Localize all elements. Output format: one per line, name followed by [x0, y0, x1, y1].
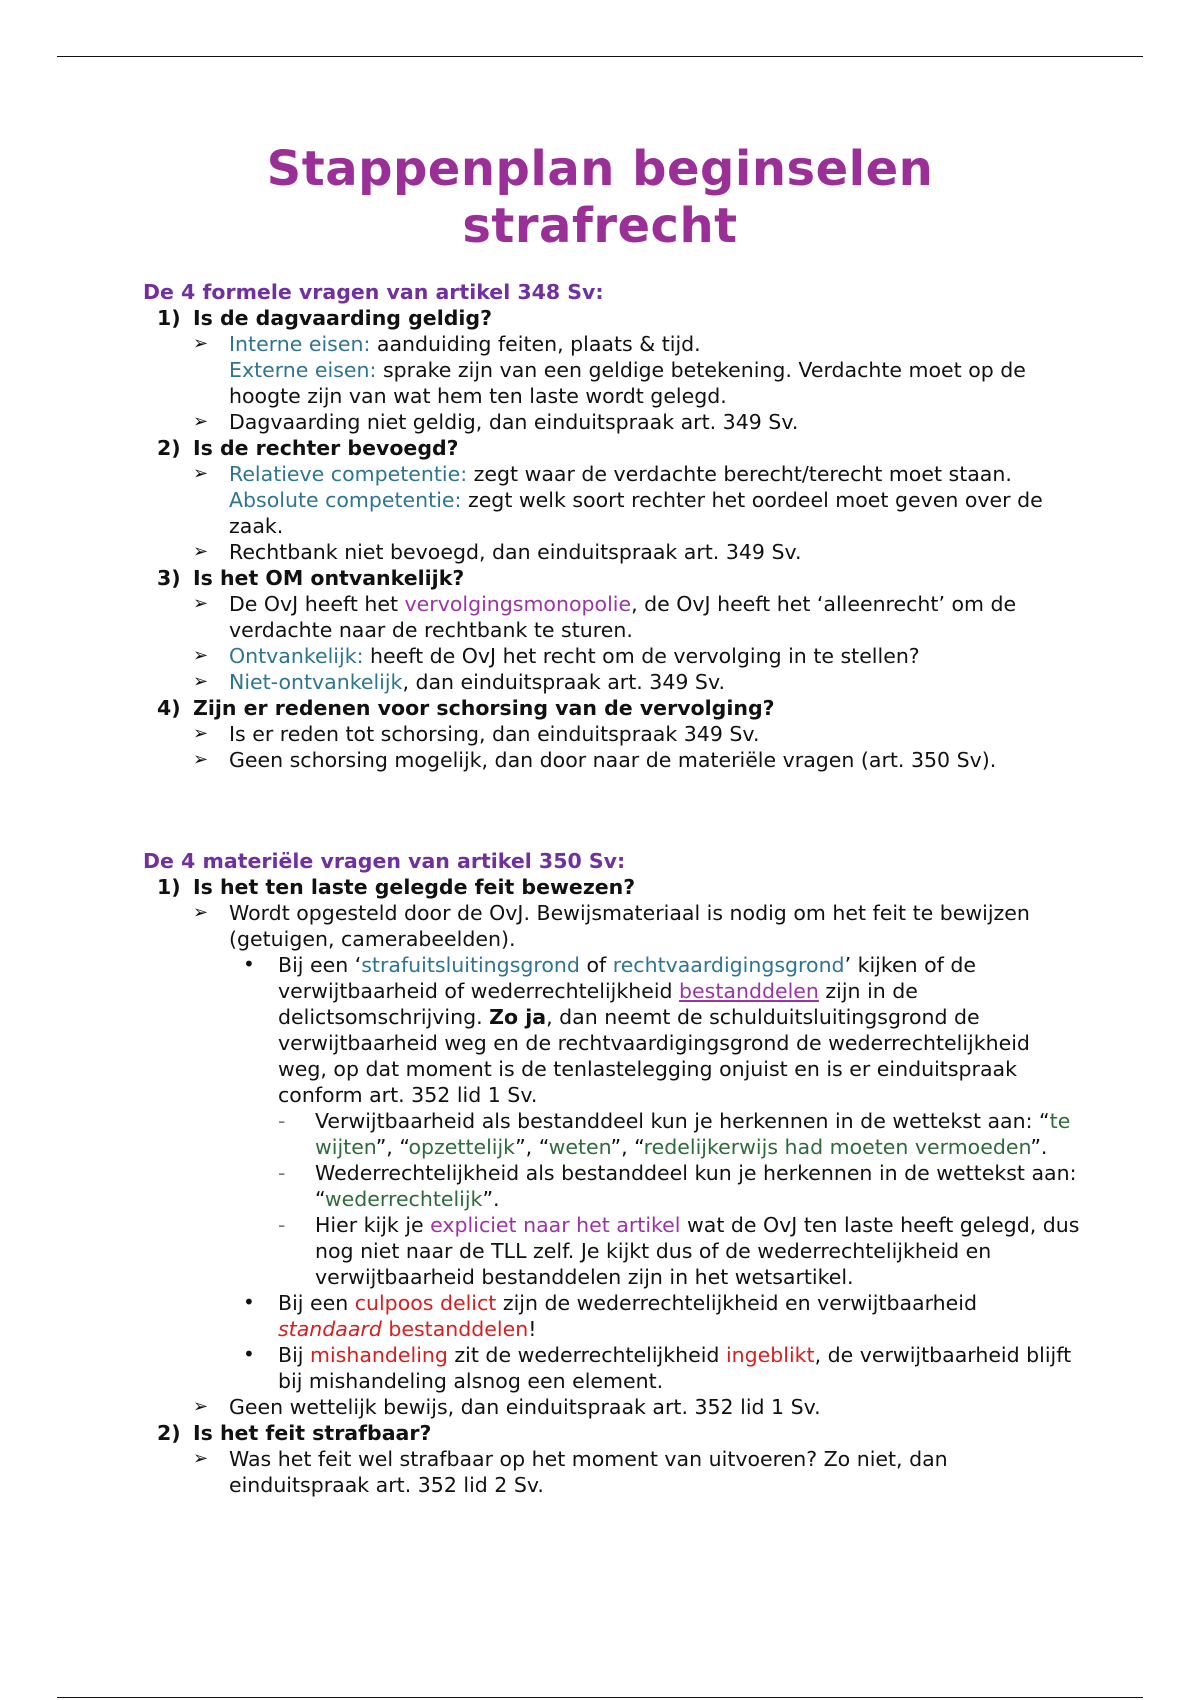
arrow-bullet-icon: ➢ [193, 645, 209, 666]
question: 4) Zijn er redenen voor schorsing van de vervolging? [157, 696, 775, 720]
list-item: ➢ Dagvaarding niet geldig, dan einduitspraak art. 349 Sv. [193, 410, 799, 434]
bullet-item: • Bij een ‘strafuitsluitingsgrond of rechtvaardigingsgrond’ kijken of de verwijtbaarheid of wederrechtelijkheid bestanddelen zijn in de delictsomschrijving. Zo ja, dan neemt de schulduitsluitingsgrond de verwijtbaarheid weg en de rechtvaardigingsgrond de wederrechtelijkheid weg, op dat moment is de tenlastelegging onjuist en is er einduitspraak conform art. 352 lid 1 Sv. [243, 952, 1030, 1107]
question: 3) Is het OM ontvankelijk? [157, 566, 465, 590]
dash-item: - Verwijtbaarheid als bestanddeel kun je herkennen in de wettekst aan: “te wijten”, “opzettelijk”, “weten”, “redelijkerwijs had moeten vermoeden”. [278, 1109, 1071, 1159]
page-title: Stappenplan beginselen strafrecht [266, 141, 934, 254]
arrow-bullet-icon: ➢ [193, 671, 209, 692]
list-item: ➢ Interne eisen: aanduiding feiten, plaats & tijd. [193, 332, 701, 356]
list-item: ➢ De OvJ heeft het vervolgingsmonopolie, de OvJ heeft het ‘alleenrecht’ om de verdachte naar de rechtbank te sturen. [193, 592, 1017, 642]
question: 2) Is de rechter bevoegd? [157, 436, 459, 460]
footer-rule [57, 1697, 1143, 1698]
arrow-bullet-icon: ➢ [193, 1448, 209, 1469]
section-heading: De 4 materiële vragen van artikel 350 Sv: [143, 849, 626, 873]
list-item: ➢ Geen schorsing mogelijk, dan door naar de materiële vragen (art. 350 Sv). [193, 748, 997, 772]
section-heading: De 4 formele vragen van artikel 348 Sv: [143, 280, 604, 304]
section-formal-questions [143, 279, 1083, 773]
list-item: ➢ Geen wettelijk bewijs, dan einduitspraak art. 352 lid 1 Sv. [193, 1395, 821, 1419]
arrow-bullet-icon: ➢ [193, 593, 209, 614]
arrow-bullet-icon: ➢ [193, 723, 209, 744]
question: 2) Is het feit strafbaar? [157, 1421, 432, 1445]
list-item: ➢ Relatieve competentie: zegt waar de verdachte berecht/terecht moet staan. [193, 462, 1012, 486]
bullet-item: • Bij mishandeling zit de wederrechtelijkheid ingeblikt, de verwijtbaarheid blijft bij mishandeling alsnog een element. [243, 1342, 1072, 1393]
dash-bullet-icon: - [278, 1161, 286, 1185]
dot-bullet-icon: • [243, 952, 255, 976]
dash-item: - Wederrechtelijkheid als bestanddeel kun je herkennen in de wettekst aan: “wederrechtelijk”. [278, 1161, 1077, 1211]
header-rule [57, 56, 1143, 57]
arrow-bullet-icon: ➢ [193, 749, 209, 770]
list-item: ➢ Was het feit wel strafbaar op het moment van uitvoeren? Zo niet, dan einduitspraak art. 352 lid 2 Sv. [193, 1447, 948, 1497]
list-item-continuation: Externe eisen: sprake zijn van een geldige betekening. Verdachte moet op de hoogte zijn van wat hem ten laste wordt gelegd. [229, 358, 1026, 408]
dash-item: - Hier kijk je expliciet naar het artikel wat de OvJ ten laste heeft gelegd, dus nog niet naar de TLL zelf. Je kijkt dus of de wederrechtelijkheid en verwijtbaarheid bestanddelen zijn in het wetsartikel. [278, 1213, 1080, 1289]
list-item: ➢ Wordt opgesteld door de OvJ. Bewijsmateriaal is nodig om het feit te bewijzen (getuigen, camerabeelden). [193, 901, 1030, 951]
arrow-bullet-icon: ➢ [193, 463, 209, 484]
list-item: ➢ Ontvankelijk: heeft de OvJ het recht om de vervolging in te stellen? [193, 644, 920, 668]
arrow-bullet-icon: ➢ [193, 1396, 209, 1417]
list-item: ➢ Niet-ontvankelijk, dan einduitspraak art. 349 Sv. [193, 670, 726, 694]
dot-bullet-icon: • [243, 1290, 255, 1314]
arrow-bullet-icon: ➢ [193, 333, 209, 354]
dash-bullet-icon: - [278, 1109, 286, 1133]
arrow-bullet-icon: ➢ [193, 411, 209, 432]
arrow-bullet-icon: ➢ [193, 541, 209, 562]
section-material-questions [143, 848, 1083, 1498]
list-item: ➢ Rechtbank niet bevoegd, dan einduitspraak art. 349 Sv. [193, 540, 802, 564]
arrow-bullet-icon: ➢ [193, 902, 209, 923]
list-item: ➢ Is er reden tot schorsing, dan einduitspraak 349 Sv. [193, 722, 760, 746]
dot-bullet-icon: • [243, 1342, 255, 1366]
list-item-continuation: Absolute competentie: zegt welk soort rechter het oordeel moet geven over de zaak. [229, 488, 1043, 538]
dash-bullet-icon: - [278, 1213, 286, 1237]
question: 1) Is de dagvaarding geldig? [157, 306, 492, 330]
bullet-item: • Bij een culpoos delict zijn de wederrechtelijkheid en verwijtbaarheid standaard bestanddelen! [243, 1290, 977, 1341]
question: 1) Is het ten laste gelegde feit bewezen? [157, 875, 636, 899]
